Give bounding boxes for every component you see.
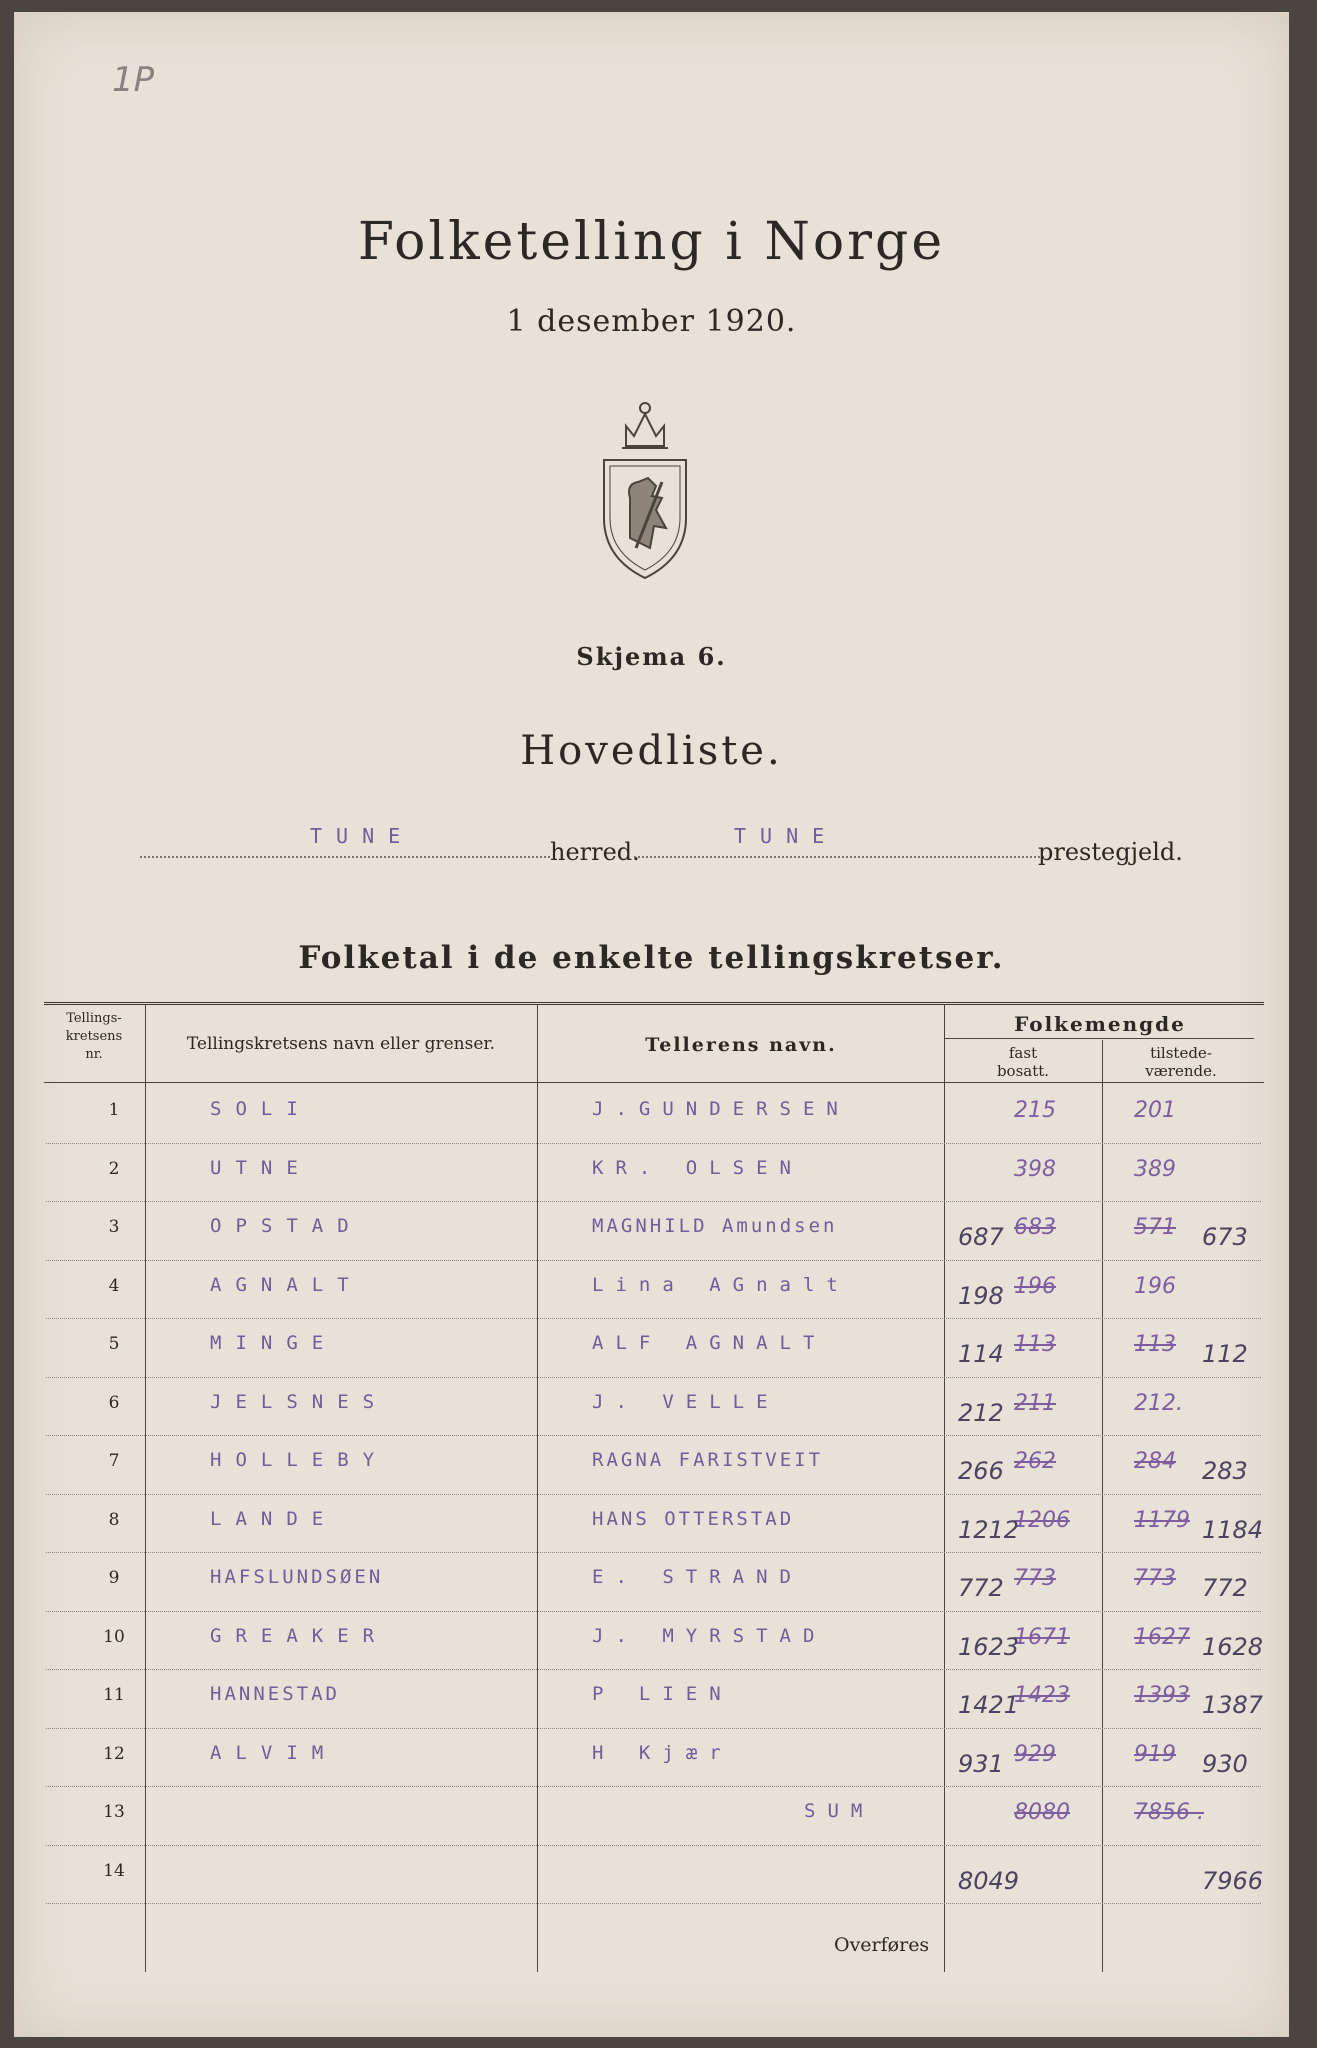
- census-form-page: [14, 12, 1289, 2037]
- tilstede-corrected: 7966: [1202, 1866, 1264, 1895]
- list-title: Hovedliste.: [520, 728, 783, 774]
- row-number: 12: [103, 1743, 125, 1764]
- tilstede-corrected: 1387: [1202, 1691, 1264, 1719]
- page-title: Folketelling i Norge: [357, 212, 946, 272]
- row-number: 1: [108, 1100, 120, 1120]
- fast-bosatt-corrected: 198: [958, 1281, 1004, 1310]
- row-divider: [46, 1494, 1261, 1495]
- tilstede-original: 212.: [1134, 1390, 1183, 1416]
- fast-bosatt-original: 196: [1014, 1273, 1056, 1299]
- fast-bosatt-original: 1671: [1014, 1624, 1070, 1650]
- prestegjeld-label: prestegjeld.: [1038, 838, 1183, 866]
- census-date: 1 desember 1920.: [506, 304, 797, 339]
- fast-bosatt-original: 683: [1014, 1215, 1056, 1240]
- tilstede-corrected: 1628: [1202, 1632, 1264, 1661]
- tilstede-original: 7856 .: [1134, 1800, 1204, 1825]
- row-number: 9: [108, 1568, 120, 1588]
- teller-name: J. VELLE: [592, 1390, 780, 1413]
- tilstede-corrected: 772: [1202, 1574, 1248, 1602]
- tilstede-original: 1179: [1134, 1507, 1190, 1533]
- tellingskrets-name: JELSNES: [210, 1390, 389, 1413]
- row-divider: [46, 1201, 1261, 1202]
- tellingskrets-name: LANDE: [210, 1507, 338, 1530]
- tilstede-original: 571: [1134, 1215, 1176, 1240]
- row-divider: [46, 1260, 1261, 1261]
- tellingskrets-name: HAFSLUNDSØEN: [210, 1566, 384, 1588]
- fast-bosatt-corrected: 772: [958, 1574, 1004, 1602]
- row-number: 3: [108, 1217, 120, 1237]
- tilstede-original: 1627: [1134, 1624, 1190, 1650]
- row-number: 6: [108, 1392, 120, 1413]
- tilstede-original: 196: [1134, 1273, 1176, 1299]
- fast-bosatt-original: 211: [1014, 1390, 1056, 1416]
- prestegjeld-dotted-line: [634, 854, 1044, 858]
- tilstede-corrected: 1184: [1202, 1515, 1264, 1544]
- fast-bosatt-original: 1423: [1014, 1683, 1070, 1708]
- tellingskrets-name: ALVIM: [210, 1741, 338, 1764]
- row-divider: [46, 1728, 1261, 1729]
- margin-note: 1P: [112, 60, 155, 100]
- row-number: 11: [103, 1685, 125, 1705]
- tellingskrets-name: GREAKER: [210, 1624, 389, 1647]
- tilstede-original: 1393: [1134, 1683, 1190, 1708]
- tellingskrets-name: OPSTAD: [210, 1215, 363, 1237]
- folkemengde-rule: [944, 1038, 1254, 1039]
- teller-name: HANS OTTERSTAD: [592, 1507, 795, 1530]
- tellingskrets-name: AGNALT: [210, 1273, 363, 1296]
- col-divider: [537, 1004, 538, 1972]
- tilstede-original: 389: [1134, 1156, 1176, 1182]
- fast-bosatt-corrected: 1623: [958, 1632, 1020, 1661]
- schema-label: Skjema 6.: [576, 642, 727, 671]
- fast-bosatt-original: 929: [1014, 1741, 1056, 1767]
- fast-bosatt-corrected: 212: [958, 1398, 1004, 1427]
- row-number: 2: [108, 1158, 120, 1179]
- tellingskrets-name: SOLI: [210, 1098, 312, 1120]
- row-divider: [46, 1318, 1261, 1319]
- row-number: 4: [108, 1275, 120, 1296]
- row-number: 7: [108, 1451, 120, 1471]
- header-folkemengde: Folkemengde: [1014, 1012, 1186, 1036]
- teller-name: ALF AGNALT: [592, 1332, 827, 1354]
- tellingskrets-name: UTNE: [210, 1156, 312, 1179]
- row-number: 10: [103, 1626, 125, 1647]
- header-bottom-rule: [44, 1082, 1264, 1083]
- teller-name: SUM: [804, 1800, 875, 1822]
- row-divider: [46, 1903, 1261, 1904]
- teller-name: J.GUNDERSEN: [592, 1098, 850, 1120]
- col-divider: [145, 1004, 146, 1972]
- tilstede-original: 201: [1134, 1098, 1176, 1123]
- fast-bosatt-corrected: 8049: [958, 1866, 1020, 1895]
- teller-name: Lina AGnalt: [592, 1273, 850, 1296]
- fast-bosatt-original: 262: [1014, 1449, 1056, 1474]
- tilstede-corrected: 930: [1202, 1749, 1248, 1778]
- tellingskrets-name: MINGE: [210, 1332, 338, 1354]
- teller-name: MAGNHILD Amundsen: [592, 1215, 838, 1237]
- row-divider: [46, 1552, 1261, 1553]
- fast-bosatt-original: 113: [1014, 1332, 1056, 1357]
- herred-value: TUNE: [310, 824, 415, 848]
- prestegjeld-value: TUNE: [734, 824, 839, 848]
- fast-bosatt-corrected: 687: [958, 1223, 1004, 1251]
- footer-overfores: Overføres: [834, 1934, 930, 1956]
- tilstede-original: 773: [1134, 1566, 1176, 1591]
- herred-label: herred.: [550, 838, 640, 866]
- col-divider: [1102, 1040, 1103, 1972]
- fast-bosatt-corrected: 1212: [958, 1515, 1020, 1544]
- tilstede-original: 919: [1134, 1741, 1176, 1767]
- row-number: 13: [103, 1802, 125, 1822]
- tilstede-original: 113: [1134, 1332, 1176, 1357]
- header-nr: Tellings- kretsens nr.: [65, 1011, 123, 1062]
- row-divider: [46, 1435, 1261, 1436]
- norwegian-coat-of-arms-icon: [596, 398, 694, 582]
- teller-name: KR. OLSEN: [592, 1156, 803, 1179]
- row-divider: [46, 1611, 1261, 1612]
- row-divider: [46, 1377, 1261, 1378]
- tellingskrets-name: HANNESTAD: [210, 1683, 340, 1705]
- teller-name: P LIEN: [592, 1683, 733, 1705]
- tilstede-corrected: 283: [1202, 1457, 1248, 1485]
- col-divider: [944, 1004, 945, 1972]
- row-divider: [46, 1786, 1261, 1787]
- fast-bosatt-corrected: 931: [958, 1749, 1004, 1778]
- teller-name: H Kjær: [592, 1741, 733, 1764]
- fast-bosatt-original: 8080: [1014, 1800, 1070, 1825]
- row-number: 8: [108, 1509, 120, 1530]
- fast-bosatt-corrected: 114: [958, 1340, 1004, 1368]
- header-tilstede: tilstede- værende.: [1145, 1044, 1217, 1080]
- tilstede-original: 284: [1134, 1449, 1176, 1474]
- fast-bosatt-corrected: 266: [958, 1457, 1004, 1485]
- fast-bosatt-corrected: 1421: [958, 1691, 1020, 1719]
- teller-name: J. MYRSTAD: [592, 1624, 827, 1647]
- tellingskrets-name: HOLLEBY: [210, 1449, 389, 1471]
- row-number: 14: [103, 1860, 125, 1881]
- row-divider: [46, 1845, 1261, 1846]
- fast-bosatt-original: 773: [1014, 1566, 1056, 1591]
- header-name: Tellingskretsens navn eller grenser.: [186, 1034, 496, 1054]
- header-fast-bosatt: fast bosatt.: [996, 1044, 1050, 1080]
- fast-bosatt-original: 1206: [1014, 1507, 1070, 1533]
- fast-bosatt-original: 215: [1014, 1098, 1056, 1123]
- header-counter: Tellerens navn.: [645, 1034, 837, 1056]
- table-top-rule: [44, 1002, 1264, 1005]
- row-divider: [46, 1669, 1261, 1670]
- row-divider: [46, 1143, 1261, 1144]
- tilstede-corrected: 673: [1202, 1223, 1248, 1251]
- row-number: 5: [108, 1334, 120, 1354]
- section-title: Folketal i de enkelte tellingskretser.: [298, 940, 1005, 976]
- fast-bosatt-original: 398: [1014, 1156, 1056, 1182]
- teller-name: E. STRAND: [592, 1566, 803, 1588]
- teller-name: RAGNA FARISTVEIT: [592, 1449, 824, 1471]
- tilstede-corrected: 112: [1202, 1340, 1248, 1368]
- herred-dotted-line: [140, 854, 550, 858]
